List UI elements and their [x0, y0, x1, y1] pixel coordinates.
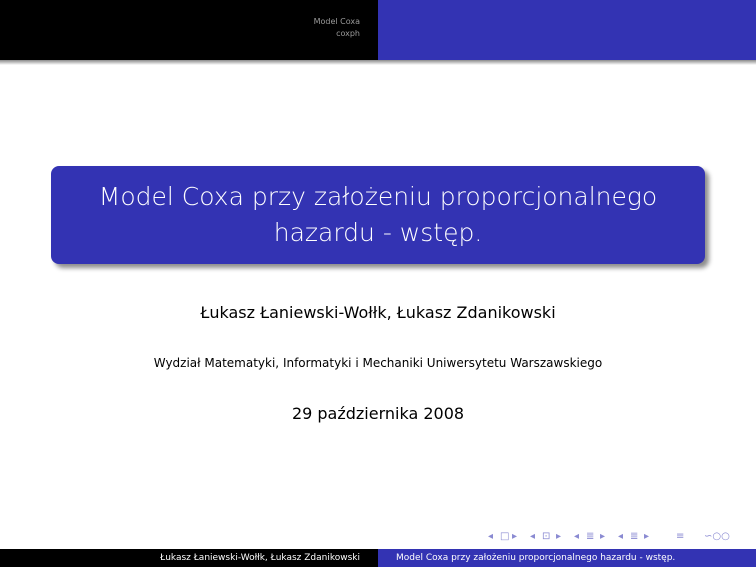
frame-icon[interactable]: □ [500, 531, 510, 542]
title-line-2: hazardu - wstęp. [273, 218, 483, 247]
navigation-symbols [488, 530, 748, 544]
search-icon[interactable]: ∽○○ [704, 531, 730, 542]
presentation-next-icon[interactable]: ▸ [644, 531, 650, 542]
footer-authors: Łukasz Łaniewski-Wołłk, Łukasz Zdanikowski [0, 549, 378, 567]
subsection-next-icon[interactable]: ▸ [556, 531, 562, 542]
header-subsection-link[interactable]: coxph [336, 29, 360, 38]
subsection-icon[interactable]: ⊡ [542, 531, 551, 542]
section-icon[interactable]: ≣ [586, 531, 595, 542]
presentation-title [98, 179, 658, 251]
footer-bar [0, 549, 756, 567]
header-right-panel [378, 0, 756, 60]
frame-prev-icon[interactable]: ◂ [488, 531, 494, 542]
frame-next-icon[interactable]: ▸ [512, 531, 518, 542]
section-prev-icon[interactable]: ◂ [574, 531, 580, 542]
footer-title: Model Coxa przy założeniu proporcjonalnego hazardu - wstęp. [378, 549, 756, 567]
title-box [51, 166, 705, 264]
authors: Łukasz Łaniewski-Wołłk, Łukasz Zdanikowski [200, 303, 556, 322]
presentation-prev-icon[interactable]: ◂ [618, 531, 624, 542]
date: 29 października 2008 [291, 404, 465, 423]
section-next-icon[interactable]: ▸ [600, 531, 606, 542]
institute: Wydział Matematyki, Informatyki i Mechaniki Uniwersytetu Warszawskiego [153, 356, 603, 370]
header-bar [0, 0, 756, 60]
header-left-panel [0, 0, 378, 60]
title-line-1: Model Coxa przy założeniu proporcjonalnego [98, 182, 658, 211]
align-icon[interactable]: ≡ [676, 531, 685, 542]
header-shadow [0, 60, 756, 65]
subsection-prev-icon[interactable]: ◂ [530, 531, 536, 542]
header-section-link[interactable]: Model Coxa [313, 17, 360, 26]
presentation-icon[interactable]: ≣ [630, 531, 639, 542]
